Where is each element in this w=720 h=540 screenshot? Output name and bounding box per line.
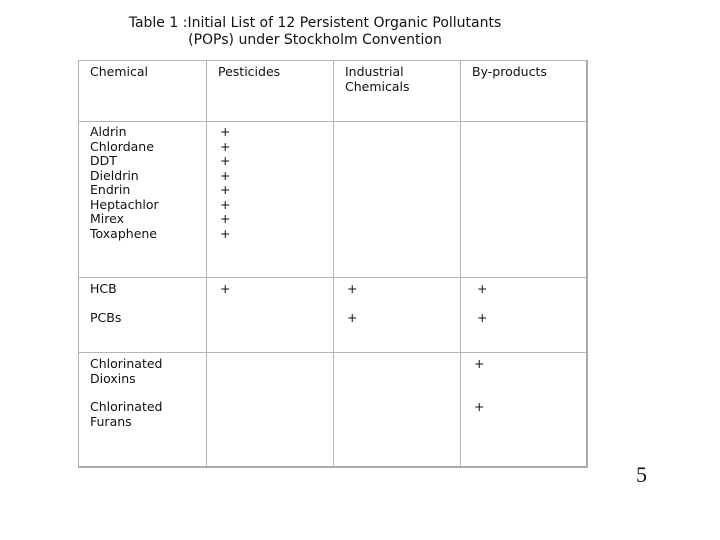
plus-mark: + (220, 153, 231, 168)
header-by-products: By-products (472, 64, 547, 79)
plus-mark: + (347, 310, 358, 325)
page-number: 5 (636, 462, 647, 487)
chemical-name-pcbs: PCBs (90, 310, 122, 325)
chemical-name-dioxins (90, 357, 163, 386)
plus-mark: + (474, 399, 485, 414)
row-divider (79, 277, 586, 278)
plus-mark: + (220, 167, 231, 183)
row-divider (79, 352, 586, 353)
chemical-name: Heptachlor (90, 196, 159, 212)
chemical-name: Mirex (90, 211, 124, 226)
chemical-name-line-1: Chlorinated (90, 399, 163, 414)
plus-mark: + (220, 124, 231, 139)
pops-table (78, 60, 588, 468)
table-title-line-1: Table 1 :Initial List of 12 Persistent Organic Pollutants (128, 15, 502, 31)
chemical-name-line-2: Dioxins (90, 370, 136, 386)
header-chemical: Chemical (90, 64, 148, 79)
plus-mark: + (220, 211, 231, 226)
pesticide-marks (220, 125, 230, 241)
plus-mark: + (220, 138, 231, 154)
table-title (100, 15, 530, 49)
row-divider (79, 121, 586, 122)
pesticide-chemical-list (90, 125, 159, 241)
header-industrial-line-2: Chemicals (345, 78, 410, 94)
table-title-line-2: (POPs) under Stockholm Convention (188, 32, 442, 48)
chemical-name: Endrin (90, 182, 131, 197)
header-industrial-line-1: Industrial (345, 64, 404, 79)
chemical-name-furans (90, 400, 163, 429)
chemical-name: Aldrin (90, 124, 127, 139)
chemical-name: Chlordane (90, 138, 154, 154)
chemical-name: Dieldrin (90, 167, 139, 183)
header-pesticides: Pesticides (218, 64, 281, 79)
plus-mark: + (220, 225, 231, 241)
chemical-name: DDT (90, 153, 117, 168)
plus-mark: + (220, 182, 231, 197)
plus-mark: + (347, 281, 358, 296)
chemical-name-line-2: Furans (90, 413, 132, 429)
plus-mark: + (220, 196, 231, 212)
chemical-name-hcb: HCB (90, 281, 117, 296)
plus-mark: + (220, 281, 231, 296)
plus-mark: + (477, 310, 488, 325)
plus-mark: + (474, 356, 485, 371)
header-industrial-chemicals (345, 65, 410, 94)
chemical-name-line-1: Chlorinated (90, 356, 163, 371)
plus-mark: + (477, 281, 488, 296)
chemical-name: Toxaphene (90, 225, 157, 241)
